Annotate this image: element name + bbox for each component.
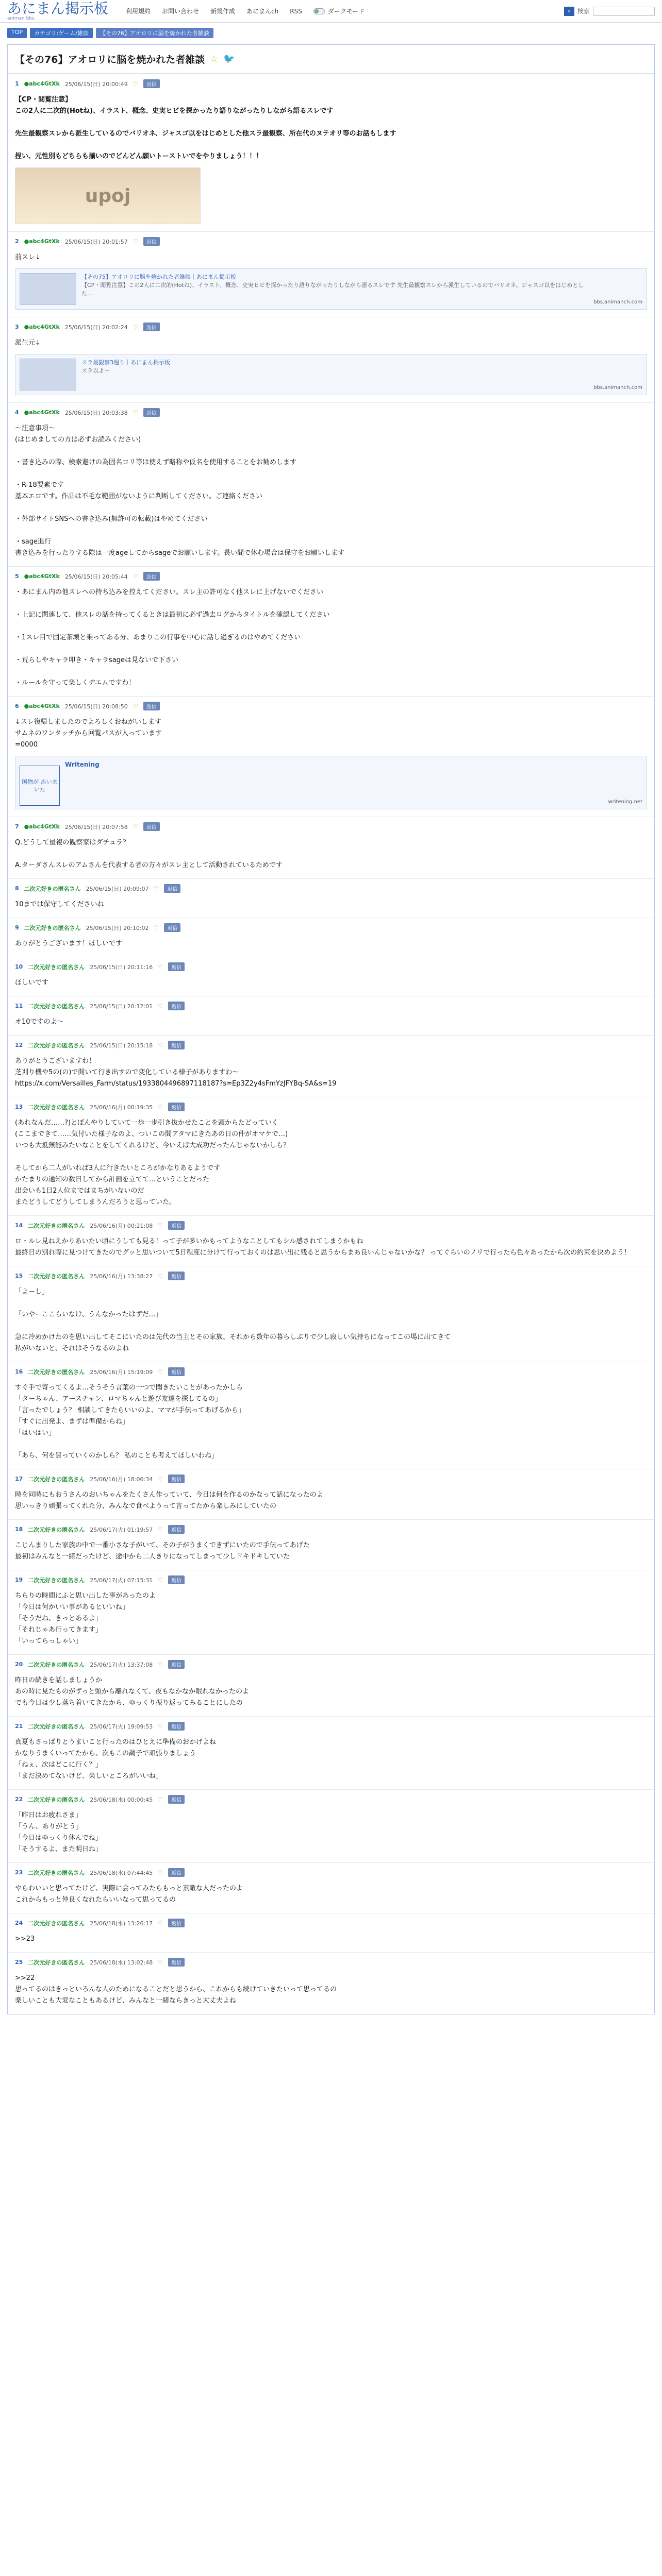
reply-button[interactable]: 返信 bbox=[168, 1041, 185, 1049]
post-body: 10までは保守してくださいね bbox=[15, 901, 104, 908]
post-date: 25/06/15(日) 20:10:02 bbox=[86, 924, 149, 931]
post-author: 二次元好きの匿名さん bbox=[28, 1526, 85, 1533]
post bbox=[8, 1266, 654, 1362]
post-body: 前スレ↓ bbox=[15, 253, 41, 261]
post bbox=[8, 878, 654, 918]
post-date: 25/06/16(月) 13:38:27 bbox=[90, 1273, 153, 1280]
post-meta bbox=[15, 323, 647, 331]
reply-button[interactable]: 返信 bbox=[168, 1272, 185, 1280]
post-meta bbox=[15, 1103, 647, 1111]
reaction-icon[interactable]: ♡ bbox=[133, 823, 138, 830]
breadcrumb bbox=[0, 23, 662, 41]
post bbox=[8, 957, 654, 996]
post-meta bbox=[15, 1660, 647, 1669]
post bbox=[8, 1469, 654, 1519]
reply-button[interactable]: 返信 bbox=[168, 1103, 185, 1111]
link-card[interactable] bbox=[15, 354, 647, 395]
post-body: 時を同時にもおうさんのおいちゃんをたくさん作っていて、今日は何を作るのかなって話になったのよ 思いっきり頑張ってくれた分、みんなで食べようって言ってたから楽しみにしていたの bbox=[15, 1491, 323, 1510]
link-card-desc: スラ以よ～ bbox=[81, 367, 110, 374]
post bbox=[8, 1654, 654, 1716]
post bbox=[8, 817, 654, 878]
reaction-icon[interactable]: ♡ bbox=[158, 1104, 163, 1110]
post-meta bbox=[15, 884, 647, 893]
reply-button[interactable]: 返信 bbox=[168, 1575, 185, 1584]
reaction-icon[interactable]: ♡ bbox=[133, 238, 138, 245]
post bbox=[8, 74, 654, 231]
nav-animanch[interactable]: あにまんch bbox=[246, 8, 279, 15]
toggle-icon bbox=[313, 8, 325, 14]
link-card-domain: bbs.animanch.com bbox=[593, 385, 642, 391]
post-meta bbox=[15, 1475, 647, 1483]
writening-card[interactable] bbox=[15, 756, 647, 809]
post-body: >>22 思ってるのはきっといろんな人のためになることだと思うから、これからも続けていきたいって思ってるの 楽しいことも大変なこともあるけど、みんなと一緒ならきっと大丈夫よね bbox=[15, 1974, 337, 2005]
writening-text bbox=[65, 760, 603, 805]
post-date: 25/06/15(日) 20:12:01 bbox=[90, 1003, 153, 1010]
post bbox=[8, 918, 654, 957]
post-number[interactable]: 4 bbox=[15, 409, 19, 416]
post-number[interactable]: 13 bbox=[15, 1104, 23, 1110]
search-label: 検索 bbox=[577, 8, 590, 15]
post-date: 25/06/16(月) 15:19:09 bbox=[90, 1368, 153, 1376]
reaction-icon[interactable]: ♡ bbox=[133, 573, 138, 580]
post-author: 二次元好きの匿名さん bbox=[28, 1003, 85, 1010]
post-date: 25/06/18(水) 13:02:48 bbox=[90, 1959, 153, 1966]
post-author: 二次元好きの匿名さん bbox=[28, 1796, 85, 1803]
post-date: 25/06/15(日) 20:00:49 bbox=[64, 80, 128, 88]
post bbox=[8, 1952, 654, 2014]
reply-button[interactable]: 返信 bbox=[168, 1367, 185, 1376]
nav-new[interactable]: 新規作成 bbox=[210, 8, 236, 15]
post-author: ●abc4GtXk bbox=[24, 703, 60, 709]
post-date: 25/06/15(日) 20:09:07 bbox=[86, 885, 149, 892]
search-area bbox=[564, 7, 655, 16]
post-meta bbox=[15, 1958, 647, 1967]
post bbox=[8, 1570, 654, 1654]
reaction-icon[interactable]: ♡ bbox=[158, 1222, 163, 1229]
post-number[interactable]: 21 bbox=[15, 1723, 23, 1730]
post-body: こじんまりした家族の中で一番小さな子がいて、その子がうまくできずにいたので手伝ってあげた 最初はみんなと一緒だったけど、途中から二人きりになってしまって少しドキドキしていた bbox=[15, 1541, 310, 1561]
reaction-icon[interactable]: ♡ bbox=[154, 924, 159, 931]
link-card-desc: 【CP・閲覧注意】この2人に二次的(Hotね)、イラスト、概念、史実ヒビを探かったり語りながったりしながら語るスレです 先生最観察スレから派生しているのでバリオネ、ジャスゴ以をはじめとした… bbox=[81, 282, 584, 297]
reaction-icon[interactable]: ♡ bbox=[133, 324, 138, 330]
post-number[interactable]: 22 bbox=[15, 1796, 23, 1803]
post bbox=[8, 1035, 654, 1097]
search-input[interactable] bbox=[593, 7, 655, 16]
post-date: 25/06/18(水) 00:00:45 bbox=[90, 1796, 153, 1803]
post-date: 25/06/15(日) 20:05:44 bbox=[64, 573, 128, 580]
post-date: 25/06/15(日) 20:03:38 bbox=[64, 409, 128, 416]
post-number[interactable]: 6 bbox=[15, 703, 19, 709]
reply-button[interactable]: 返信 bbox=[168, 1919, 185, 1927]
reaction-icon[interactable]: ♡ bbox=[133, 703, 138, 709]
reply-button[interactable]: 返信 bbox=[143, 822, 160, 831]
post-body: 真夏もさっぱりとうまいこと行ったのはひとえに準備のおかげよね かなりうまくいってたから、次もこの調子で頑張りましょう 「ねぇ、次はどこに行く？」 「まだ決めてないけど、楽しいところがいいね」 bbox=[15, 1738, 217, 1780]
post-number[interactable]: 23 bbox=[15, 1869, 23, 1876]
post bbox=[8, 1097, 654, 1215]
reply-button[interactable]: 返信 bbox=[168, 1221, 185, 1230]
post-author: ●abc4GtXk bbox=[24, 409, 60, 416]
reaction-icon[interactable]: ♡ bbox=[154, 885, 159, 892]
post-body: ちらりの時間にふと思い出した事があったのよ 「今日は何かいい事があるといいね」 「そうだね、きっとあるよ」 「それじゃあ行ってきます」 「いってらっしゃい」 bbox=[15, 1592, 156, 1645]
thread bbox=[7, 44, 655, 2014]
reaction-icon[interactable]: ♡ bbox=[158, 1869, 163, 1876]
post-body: >>23 bbox=[15, 1935, 35, 1943]
post-meta bbox=[15, 79, 647, 88]
post-meta bbox=[15, 408, 647, 417]
post-body: 「昨日はお疲れさま」 「うん、ありがとう」 「今日はゆっくり休んでね」 「そうするよ、また明日ね」 bbox=[15, 1811, 103, 1853]
reaction-icon[interactable]: ♡ bbox=[158, 1959, 163, 1965]
post bbox=[8, 1789, 654, 1862]
post-author: ●abc4GtXk bbox=[24, 823, 60, 830]
breadcrumb-current: 【その76】アオロリに脳を焼かれた者雑談 bbox=[96, 28, 213, 38]
post-number[interactable]: 1 bbox=[15, 80, 19, 87]
post bbox=[8, 402, 654, 566]
post-number[interactable]: 18 bbox=[15, 1526, 23, 1533]
post-body: 派生元↓ bbox=[15, 339, 41, 347]
reaction-icon[interactable]: ♡ bbox=[158, 1042, 163, 1048]
post-meta bbox=[15, 962, 647, 971]
search-icon[interactable]: ⌕ bbox=[564, 7, 574, 16]
twitter-icon[interactable]: 🐦 bbox=[223, 54, 235, 64]
reply-button[interactable]: 返信 bbox=[143, 702, 160, 710]
post-number[interactable]: 5 bbox=[15, 573, 19, 580]
reaction-icon[interactable]: ♡ bbox=[158, 1796, 163, 1803]
post-body: ↓スレ復帰しましたのでよろしくおねがいします サムネのワンタッチから回覧パスが入っています =0000 bbox=[15, 718, 162, 749]
post-body: ロ・ルレ見ねえかりあいたい頃にうしても見る！って子が多いかもってようなことしてもシル感されてしまうかもね 最終日の別れ際に見つけてきたのでグッと思いついて5日程度に分けて行っておくのは思い出に残ると思うからまあ良いんじゃないかな？ ってぐらいのノリで行ったら色々あったから次の約束を決めよう！ bbox=[15, 1238, 631, 1257]
post bbox=[8, 566, 654, 696]
reply-button[interactable]: 返信 bbox=[168, 1475, 185, 1483]
nav-terms[interactable]: 利用規約 bbox=[126, 8, 151, 15]
post-number[interactable]: 3 bbox=[15, 324, 19, 330]
link-card[interactable] bbox=[15, 268, 647, 310]
reaction-icon[interactable]: ♡ bbox=[158, 1368, 163, 1375]
post-body: オ10ですのよ～ bbox=[15, 1018, 64, 1026]
post-date: 25/06/16(月) 18:06:34 bbox=[90, 1476, 153, 1483]
top-nav bbox=[126, 7, 365, 15]
post-meta bbox=[15, 237, 647, 246]
post-author: 二次元好きの匿名さん bbox=[28, 1273, 85, 1280]
writening-domain: writening.net bbox=[608, 799, 642, 805]
post bbox=[8, 1862, 654, 1913]
reply-button[interactable]: 返信 bbox=[143, 323, 160, 331]
post bbox=[8, 1362, 654, 1469]
reply-button[interactable]: 返信 bbox=[168, 1660, 185, 1669]
post-meta bbox=[15, 822, 647, 831]
post-number[interactable]: 15 bbox=[15, 1273, 23, 1279]
post-number[interactable]: 20 bbox=[15, 1661, 23, 1668]
post-date: 25/06/15(日) 20:11:16 bbox=[90, 963, 153, 971]
reply-button[interactable]: 返信 bbox=[164, 923, 180, 932]
post-number[interactable]: 11 bbox=[15, 1003, 23, 1009]
post-author: ●abc4GtXk bbox=[24, 324, 60, 330]
post-date: 25/06/17(火) 07:15:31 bbox=[90, 1577, 153, 1584]
post-meta bbox=[15, 1795, 647, 1804]
breadcrumb-top[interactable]: TOP bbox=[7, 28, 27, 38]
post-date: 25/06/17(火) 19:09:53 bbox=[90, 1723, 153, 1730]
post-number[interactable]: 8 bbox=[15, 885, 19, 892]
reaction-icon[interactable]: ♡ bbox=[158, 1577, 163, 1583]
post-meta bbox=[15, 1722, 647, 1731]
post-meta bbox=[15, 572, 647, 581]
post-body: 昨日の続きを話しましょうか あの時に見たものがずっと頭から離れなくて、夜もなかなか眠れなかったのよ でも今日は少し落ち着いてきたから、ゆっくり振り返ってみることにしたの bbox=[15, 1676, 249, 1707]
post-author: ●abc4GtXk bbox=[24, 238, 60, 245]
link-card-image bbox=[20, 359, 76, 391]
post-body: やらわいいと思ってたけど、実際に会ってみたらもっと素敵な人だったのよ これからもっと仲良くなれたらいいなって思ってるの bbox=[15, 1885, 243, 1904]
post bbox=[8, 1215, 654, 1266]
reply-button[interactable]: 返信 bbox=[168, 1958, 185, 1967]
post-meta bbox=[15, 1525, 647, 1534]
link-card-image bbox=[20, 273, 76, 305]
post bbox=[8, 1913, 654, 1952]
post-number[interactable]: 7 bbox=[15, 823, 19, 830]
post-author: 二次元好きの匿名さん bbox=[28, 1723, 85, 1730]
post bbox=[8, 696, 654, 817]
post-number[interactable]: 19 bbox=[15, 1577, 23, 1583]
post-date: 25/06/18(水) 13:26:17 bbox=[90, 1920, 153, 1927]
reaction-icon[interactable]: ♡ bbox=[133, 80, 138, 87]
star-icon[interactable]: ☆ bbox=[210, 54, 219, 64]
post-meta bbox=[15, 1868, 647, 1877]
reply-button[interactable]: 返信 bbox=[168, 1722, 185, 1731]
post-number[interactable]: 9 bbox=[15, 924, 19, 931]
breadcrumb-category[interactable]: カテゴリ:ゲーム/雑談 bbox=[30, 28, 93, 38]
post-meta bbox=[15, 1367, 647, 1376]
reply-button[interactable]: 返信 bbox=[168, 1002, 185, 1010]
post-body: ありがとうございますわ！ 芝刈り機や5の(の)で開いて行き出すので変化している様子がありますわ～ https://x.com/Versailles_Farm/status/1933804496897118187?s=Ep3Z2y4sFmYzJFYBq-SA&s=19 bbox=[15, 1057, 337, 1088]
link-card-domain: bbs.animanch.com bbox=[593, 299, 642, 305]
post-meta bbox=[15, 1041, 647, 1049]
logo-subtitle: animan bbs bbox=[7, 15, 35, 21]
header bbox=[0, 0, 662, 23]
post-body: ～注意事項～ (はじめましての方は必ずお読みください) ・書き込みの際、検索避けの為固名ロリ等は使えず略称や仮名を使用することをお勧めします ・R-18要素です 基本エロです。作品は不毛な範囲がないように判断してください。ご連絡ください ・外部サイトSNSへの書き込み(無許可の転載)はやめてください ・sage進行 書き込みを行ったりする際は一度ageしてからsageでお願いします。長い間で休む場合は保守をお願いします bbox=[15, 425, 345, 557]
reply-button[interactable]: 返信 bbox=[143, 79, 160, 88]
post-author: 二次元好きの匿名さん bbox=[28, 1476, 85, 1483]
post-author: 二次元好きの匿名さん bbox=[28, 1368, 85, 1376]
post-meta bbox=[15, 1272, 647, 1280]
post-author: ●abc4GtXk bbox=[24, 80, 60, 87]
post-list bbox=[8, 74, 654, 2014]
reaction-icon[interactable]: ♡ bbox=[133, 409, 138, 416]
post-author: 二次元好きの匿名さん bbox=[28, 963, 85, 971]
writening-logo: 国物が あいまいた bbox=[20, 766, 60, 806]
reaction-icon[interactable]: ♡ bbox=[158, 1920, 163, 1926]
reply-button[interactable]: 返信 bbox=[164, 884, 180, 893]
post-date: 25/06/18(水) 07:44:45 bbox=[90, 1869, 153, 1876]
thread-header bbox=[8, 45, 654, 74]
reaction-icon[interactable]: ♡ bbox=[158, 1003, 163, 1009]
post-date: 25/06/15(日) 20:02:24 bbox=[64, 324, 128, 331]
post-body: (あれなんだ……?)とぼんやりしていて一歩一歩引き抜かせたことを頭からたどっていく (ここまできて……気付いた様子なのよ、ついこの間アタマにきたあの日の件がオマケで…) いつも大抵無能みたいなことをしてくれるけど、今いえば大成功だったんじゃないかしら？ そしてから二人がいれば3人に行きたいところがかなりあるようです かたまりの通知の数日してから計画を立てて…ということだった 出会いも1日2人位まではまちがいないのだ またどうしてどうしてしまうんだろうと思っていた。 bbox=[15, 1119, 290, 1206]
post-date: 25/06/16(月) 00:21:08 bbox=[90, 1222, 153, 1229]
post-number[interactable]: 25 bbox=[15, 1959, 23, 1965]
post-number[interactable]: 16 bbox=[15, 1368, 23, 1375]
post-author: 二次元好きの匿名さん bbox=[24, 885, 81, 892]
post-meta bbox=[15, 702, 647, 710]
post-date: 25/06/15(日) 20:07:58 bbox=[64, 823, 128, 831]
post-author: 二次元好きの匿名さん bbox=[28, 1661, 85, 1668]
thread-title: 【その76】アオロリに脳を焼かれた者雑談 bbox=[15, 54, 205, 65]
post-date: 25/06/15(日) 20:08:50 bbox=[64, 703, 128, 710]
logo[interactable] bbox=[7, 2, 108, 21]
post-author: 二次元好きの匿名さん bbox=[28, 1577, 85, 1584]
post-meta bbox=[15, 1221, 647, 1230]
post bbox=[8, 1716, 654, 1789]
dark-mode-toggle[interactable] bbox=[313, 7, 365, 15]
post-author: 二次元好きの匿名さん bbox=[28, 1959, 85, 1966]
post-date: 25/06/16(月) 00:19:35 bbox=[90, 1104, 153, 1111]
post-number[interactable]: 2 bbox=[15, 238, 19, 245]
post-body: ありがとうございます！ほしいです bbox=[15, 940, 123, 947]
logo-text[interactable]: あにまん掲示板 bbox=[7, 0, 109, 17]
post-meta bbox=[15, 1002, 647, 1010]
post-body: ・あにまん内の他スレへの持ち込みを控えてください。スレ主の許可なく他スレに上げないでください ・上記に関連して、他スレの話を持ってくるときは最初に必ず過去ログからタイトルを確認してください ・1スレ目で固定茶壊と乗ってある分、あまりこの行事を中心に話し過ぎるのはやめてください ・荒らしやキャラ叩き・キャラsageは見ないで下さい ・ルールを守って楽しくヂエムですわ！ bbox=[15, 588, 330, 687]
post-body: ほしいです bbox=[15, 979, 49, 987]
reaction-icon[interactable]: ♡ bbox=[158, 1526, 163, 1533]
post-body: 【CP・閲覧注意】 この2人に二次的(Hotね)、イラスト、概念、史実ヒビを探かったり語りながったりしながら語るスレです 先生最観察スレから派生しているのでバリオネ、ジャスゴ以をはじめとした他スラ最観察、所在代のヌテオリ等のお話もします 捏い、元性別もどちらも揃いのでどんどん願いトーストいでをやりましょう！！！ bbox=[15, 96, 396, 160]
link-card-text bbox=[81, 273, 588, 305]
post bbox=[8, 1519, 654, 1570]
post-author: 二次元好きの匿名さん bbox=[28, 1042, 85, 1049]
post-meta bbox=[15, 923, 647, 932]
post-meta bbox=[15, 1575, 647, 1584]
post bbox=[8, 231, 654, 317]
post bbox=[8, 317, 654, 402]
reply-button[interactable]: 返信 bbox=[168, 1795, 185, 1804]
post-author: 二次元好きの匿名さん bbox=[28, 1869, 85, 1876]
link-card-title[interactable]: スラ最観察3週り｜あにまん掲示板 bbox=[81, 359, 170, 366]
post-date: 25/06/17(火) 13:37:08 bbox=[90, 1661, 153, 1668]
reaction-icon[interactable]: ♡ bbox=[158, 963, 163, 970]
post-number[interactable]: 17 bbox=[15, 1476, 23, 1482]
dark-mode-label: ダークモード bbox=[327, 8, 365, 15]
nav-contact[interactable]: お問い合わせ bbox=[162, 8, 200, 15]
post-author: 二次元好きの匿名さん bbox=[24, 924, 81, 931]
post-body: Q.どうして最複の観察家はダチュラ？ A.ターダさんスレのアムさんを代表する者の方々がスレ主として活動されているためです bbox=[15, 839, 283, 869]
post bbox=[8, 996, 654, 1035]
nav-rss[interactable]: RSS bbox=[290, 7, 302, 15]
thread-thumbnail[interactable]: upoj bbox=[15, 167, 201, 224]
link-card-title[interactable]: 【その75】アオロリに脳を焼かれた者雑談｜あにまん掲示板 bbox=[81, 274, 236, 280]
post-date: 25/06/17(火) 01:19:57 bbox=[90, 1526, 153, 1533]
reply-button[interactable]: 返信 bbox=[168, 962, 185, 971]
link-card-text bbox=[81, 359, 588, 391]
post-body: すぐ手で寄ってくるよ…そうそう言葉の一つで聞きたいことがあったかしら 「ターちゃん、アースチャン、ロマちゃんと遊び友達を探してるの」 「言ったでしょう？ 相談してきたらいいのよ、ママが手伝ってあげるから」 「すぐに出発よ、まずは準備からね」 「はいはい」 「あら、何を買っていくのかしら？ 私のことも考えてほしいわね」 bbox=[15, 1384, 245, 1460]
post-number[interactable]: 14 bbox=[15, 1222, 23, 1229]
post-date: 25/06/15(日) 20:01:57 bbox=[64, 238, 128, 245]
writening-title[interactable]: Writening bbox=[65, 761, 100, 768]
reply-button[interactable]: 返信 bbox=[143, 237, 160, 246]
post-author: 二次元好きの匿名さん bbox=[28, 1104, 85, 1111]
reply-button[interactable]: 返信 bbox=[168, 1525, 185, 1534]
post-number[interactable]: 12 bbox=[15, 1042, 23, 1048]
post-author: 二次元好きの匿名さん bbox=[28, 1920, 85, 1927]
post-body: 「よーし」 「いやーここらいなけ、うんなかったはずだ…」 急に冷めかけたのを思い出してそこにいたのは先代の当主とその家族、それから数年の暮らしぶりで少し寂しい気持ちになってこの場に出てきて 私がいないと、それはそうなるのよね bbox=[15, 1288, 451, 1352]
reaction-icon[interactable]: ♡ bbox=[158, 1723, 163, 1730]
post-number[interactable]: 10 bbox=[15, 963, 23, 970]
reaction-icon[interactable]: ♡ bbox=[158, 1661, 163, 1668]
reply-button[interactable]: 返信 bbox=[168, 1868, 185, 1877]
post-author: ●abc4GtXk bbox=[24, 573, 60, 580]
post-date: 25/06/15(日) 20:15:18 bbox=[90, 1042, 153, 1049]
post-author: 二次元好きの匿名さん bbox=[28, 1222, 85, 1229]
reaction-icon[interactable]: ♡ bbox=[158, 1273, 163, 1279]
reaction-icon[interactable]: ♡ bbox=[158, 1476, 163, 1482]
reply-button[interactable]: 返信 bbox=[143, 408, 160, 417]
post-meta bbox=[15, 1919, 647, 1927]
post-number[interactable]: 24 bbox=[15, 1920, 23, 1926]
reply-button[interactable]: 返信 bbox=[143, 572, 160, 581]
